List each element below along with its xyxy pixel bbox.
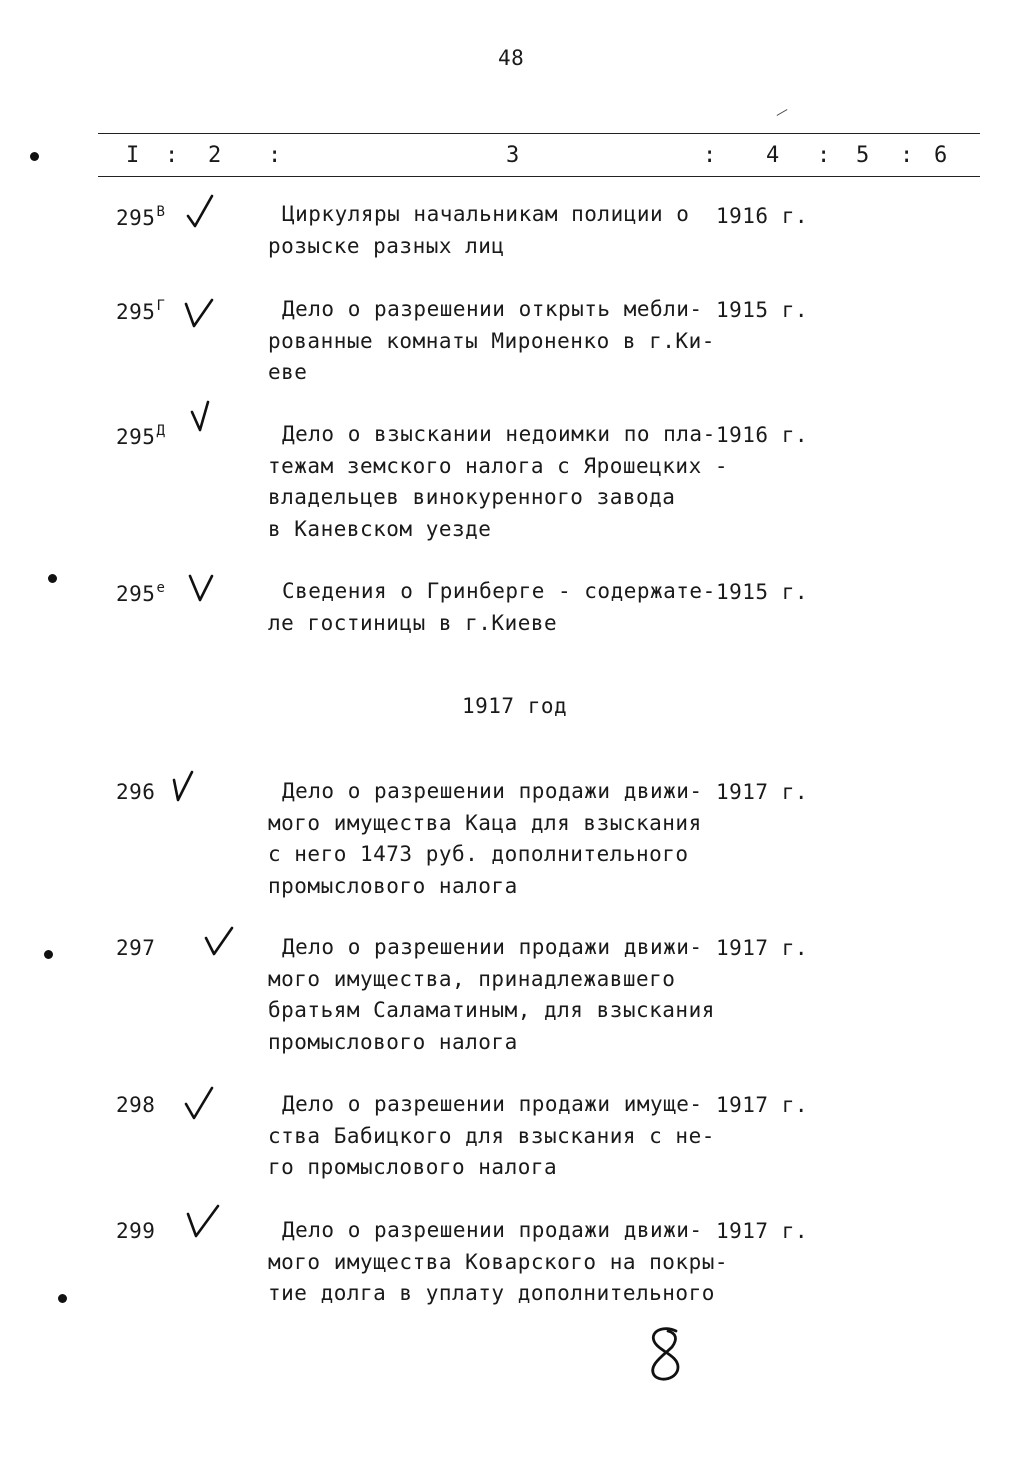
checkmark-icon [182,1084,222,1124]
section-heading: 1917 год [462,694,568,718]
page-number: 48 [498,46,525,70]
case-date: 1916 г. [716,204,809,228]
case-number: 297 [116,936,156,960]
case-date: 1917 г. [716,1093,809,1117]
case-description: Дело о разрешении открыть мебли- рованные комнаты Мироненко в г.Ки- еве [268,297,715,384]
binding-hole [44,950,53,959]
column-separator: : [900,143,914,168]
case-description: Дело о разрешении продажи движи- мого имущества Каца для взыскания с него 1473 руб. дополнительного промыслового налога [268,779,703,898]
column-separator: : [268,143,282,168]
checkmark-icon [184,1202,224,1242]
column-header-2: 2 [208,143,222,168]
case-date: 1917 г. [716,1219,809,1243]
binding-hole [30,152,39,161]
checkmark-icon [182,292,222,332]
case-description: Циркуляры начальникам полиции о розыске разных лиц [268,202,690,258]
case-description: Дело о разрешении продажи движи- мого имущества Коварского на покры- тие долга в уплату дополнительного [268,1218,729,1305]
case-description: Сведения о Гринберге - содержате- ле гостиницы в г.Киеве [268,579,716,635]
case-number: 298 [116,1093,156,1117]
case-date: 1917 г. [716,936,809,960]
binding-hole [48,574,57,583]
case-number: $295^Г$ [116,298,166,325]
case-date: 1917 г. [716,780,809,804]
binding-hole [58,1294,67,1303]
case-date: 1916 г. [716,423,809,447]
case-description: Дело о разрешении продажи имуще- ства Бабицкого для взыскания с не- го промыслового налога [268,1092,715,1179]
table-header-top-rule [98,133,980,134]
case-description: Дело о взыскании недоимки по пла- тежам земского налога с Ярошецких - владельцев винокуренного завода в Каневском уезде [268,422,729,541]
case-date: 1915 г. [716,298,809,322]
column-header-1: I [126,143,140,168]
case-number: $295^В$ [116,204,166,231]
column-header-6: 6 [934,143,948,168]
case-number: $295^Д$ [116,423,166,450]
case-number: 299 [116,1219,156,1243]
case-date: 1915 г. [716,580,809,604]
column-separator: : [165,143,179,168]
checkmark-icon [166,768,206,808]
checkmark-icon [200,924,240,964]
checkmark-icon [182,192,222,232]
checkmark-icon [186,398,226,438]
column-header-5: 5 [856,143,870,168]
case-number: 296 [116,780,156,804]
checkmark-icon [184,570,224,610]
table-header-bottom-rule [98,176,980,177]
case-description: Дело о разрешении продажи движи- мого имущества, принадлежавшего братьям Саламатиным, для взыскания промыслового налога [268,935,715,1054]
column-header-4: 4 [766,143,780,168]
column-header-3: 3 [506,143,520,168]
column-separator: : [703,143,717,168]
column-separator: : [817,143,831,168]
handwritten-folio-number [642,1325,692,1385]
case-number: $295^е$ [116,580,166,607]
scan-artifact [777,109,788,116]
